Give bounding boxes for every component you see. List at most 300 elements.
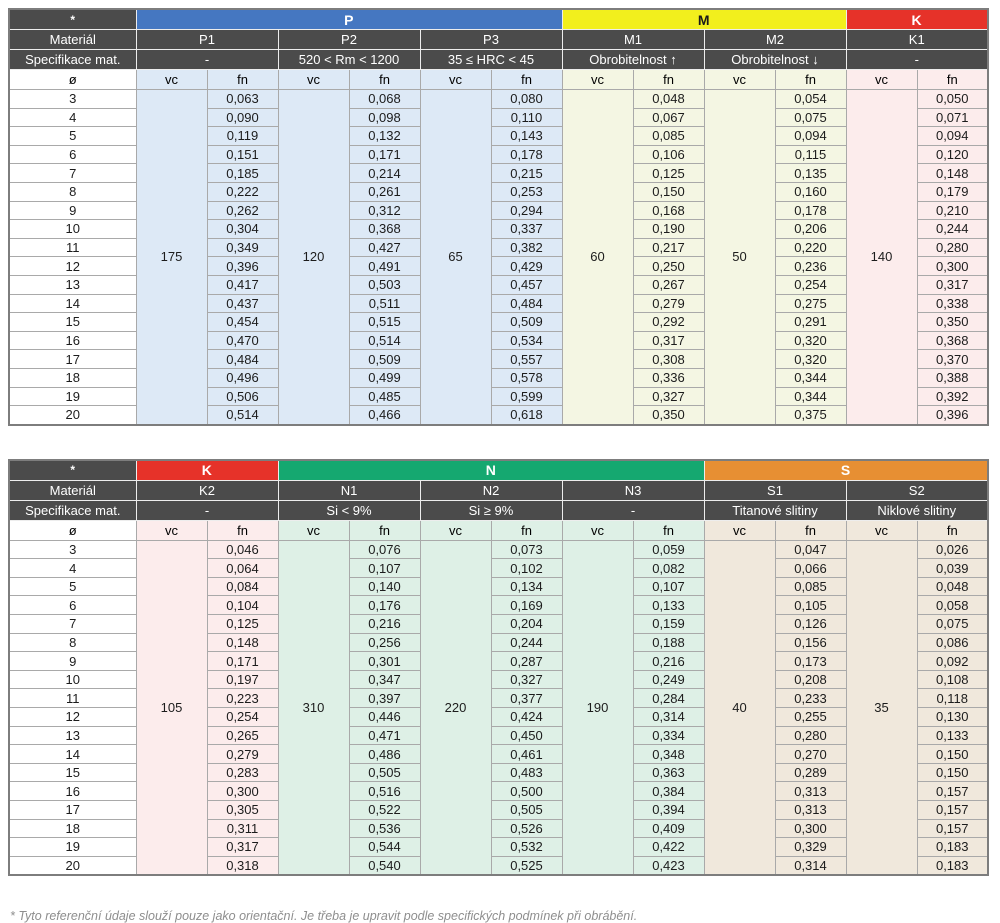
fn-value-M2-16: 0,320 <box>775 331 846 350</box>
material-header-P1: P1 <box>136 30 278 50</box>
fn-value-K1-6: 0,120 <box>917 145 988 164</box>
fn-header-P3: fn <box>491 70 562 90</box>
fn-value-M1-11: 0,217 <box>633 238 704 257</box>
fn-value-N2-13: 0,450 <box>491 726 562 745</box>
material-row-label: Materiál <box>9 480 136 500</box>
vc-header-K1: vc <box>846 70 917 90</box>
fn-value-M1-14: 0,279 <box>633 294 704 313</box>
fn-value-M1-19: 0,327 <box>633 387 704 406</box>
diameter-cell-15: 15 <box>9 763 136 782</box>
fn-value-P1-11: 0,349 <box>207 238 278 257</box>
fn-value-K2-12: 0,254 <box>207 708 278 727</box>
fn-value-M1-17: 0,308 <box>633 350 704 369</box>
fn-value-P2-16: 0,514 <box>349 331 420 350</box>
fn-value-S2-20: 0,183 <box>917 856 988 875</box>
fn-value-M1-10: 0,190 <box>633 220 704 239</box>
star-header: * <box>9 460 136 481</box>
spec-S2: Niklové slitiny <box>846 500 988 520</box>
vc-value-S1: 40 <box>704 540 775 875</box>
fn-value-M2-15: 0,291 <box>775 313 846 332</box>
fn-value-S1-9: 0,173 <box>775 652 846 671</box>
fn-value-N1-3: 0,076 <box>349 540 420 559</box>
fn-value-N3-15: 0,363 <box>633 763 704 782</box>
fn-value-P3-10: 0,337 <box>491 220 562 239</box>
fn-value-K2-4: 0,064 <box>207 559 278 578</box>
fn-value-M1-6: 0,106 <box>633 145 704 164</box>
fn-value-K1-8: 0,179 <box>917 182 988 201</box>
fn-value-P1-17: 0,484 <box>207 350 278 369</box>
fn-value-P1-3: 0,063 <box>207 90 278 109</box>
vc-header-N2: vc <box>420 520 491 540</box>
fn-value-N2-7: 0,204 <box>491 615 562 634</box>
fn-value-P3-3: 0,080 <box>491 90 562 109</box>
fn-value-M2-14: 0,275 <box>775 294 846 313</box>
fn-value-P2-9: 0,312 <box>349 201 420 220</box>
fn-value-P1-14: 0,437 <box>207 294 278 313</box>
vc-header-K2: vc <box>136 520 207 540</box>
fn-value-K2-6: 0,104 <box>207 596 278 615</box>
fn-value-P2-11: 0,427 <box>349 238 420 257</box>
fn-value-N2-18: 0,526 <box>491 819 562 838</box>
fn-value-K2-10: 0,197 <box>207 670 278 689</box>
diameter-cell-4: 4 <box>9 108 136 127</box>
fn-value-M2-18: 0,344 <box>775 368 846 387</box>
spec-P1: - <box>136 50 278 70</box>
fn-value-S1-17: 0,313 <box>775 801 846 820</box>
fn-value-P1-8: 0,222 <box>207 182 278 201</box>
fn-value-N1-5: 0,140 <box>349 577 420 596</box>
fn-value-S1-10: 0,208 <box>775 670 846 689</box>
fn-value-S1-13: 0,280 <box>775 726 846 745</box>
vc-value-N3: 190 <box>562 540 633 875</box>
fn-value-S1-4: 0,066 <box>775 559 846 578</box>
fn-value-S2-17: 0,157 <box>917 801 988 820</box>
fn-header-S1: fn <box>775 520 846 540</box>
fn-value-N3-4: 0,082 <box>633 559 704 578</box>
vc-value-K2: 105 <box>136 540 207 875</box>
fn-value-N2-5: 0,134 <box>491 577 562 596</box>
fn-value-P3-20: 0,618 <box>491 406 562 425</box>
fn-header-N1: fn <box>349 520 420 540</box>
material-header-N1: N1 <box>278 480 420 500</box>
diameter-cell-4: 4 <box>9 559 136 578</box>
cutting-data-table-pmk <box>8 8 989 426</box>
fn-value-K2-16: 0,300 <box>207 782 278 801</box>
material-header-P3: P3 <box>420 30 562 50</box>
fn-value-S2-3: 0,026 <box>917 540 988 559</box>
material-header-S1: S1 <box>704 480 846 500</box>
group-header-K: K <box>136 460 278 481</box>
fn-value-N2-15: 0,483 <box>491 763 562 782</box>
fn-value-M1-16: 0,317 <box>633 331 704 350</box>
fn-value-S1-20: 0,314 <box>775 856 846 875</box>
table-row <box>9 90 988 109</box>
diameter-cell-9: 9 <box>9 201 136 220</box>
fn-value-M2-13: 0,254 <box>775 275 846 294</box>
fn-value-N2-9: 0,287 <box>491 652 562 671</box>
fn-value-N2-17: 0,505 <box>491 801 562 820</box>
fn-value-P1-13: 0,417 <box>207 275 278 294</box>
fn-value-N3-16: 0,384 <box>633 782 704 801</box>
diameter-cell-13: 13 <box>9 275 136 294</box>
fn-value-K1-18: 0,388 <box>917 368 988 387</box>
group-header-M: M <box>562 9 846 30</box>
fn-value-N3-9: 0,216 <box>633 652 704 671</box>
fn-value-S2-11: 0,118 <box>917 689 988 708</box>
diameter-cell-6: 6 <box>9 596 136 615</box>
spec-K1: - <box>846 50 988 70</box>
diameter-cell-7: 7 <box>9 615 136 634</box>
fn-value-N1-14: 0,486 <box>349 745 420 764</box>
spec-row-label: Specifikace mat. <box>9 500 136 520</box>
fn-value-N1-13: 0,471 <box>349 726 420 745</box>
fn-value-M1-13: 0,267 <box>633 275 704 294</box>
fn-value-P2-18: 0,499 <box>349 368 420 387</box>
fn-value-K1-5: 0,094 <box>917 127 988 146</box>
fn-value-N1-17: 0,522 <box>349 801 420 820</box>
material-header-N2: N2 <box>420 480 562 500</box>
fn-value-N1-12: 0,446 <box>349 708 420 727</box>
vc-value-P2: 120 <box>278 90 349 425</box>
fn-value-P3-11: 0,382 <box>491 238 562 257</box>
fn-value-N2-3: 0,073 <box>491 540 562 559</box>
fn-value-P3-5: 0,143 <box>491 127 562 146</box>
fn-value-P1-4: 0,090 <box>207 108 278 127</box>
diameter-cell-12: 12 <box>9 708 136 727</box>
fn-value-P2-12: 0,491 <box>349 257 420 276</box>
fn-value-P2-7: 0,214 <box>349 164 420 183</box>
fn-value-N2-19: 0,532 <box>491 838 562 857</box>
fn-value-N2-4: 0,102 <box>491 559 562 578</box>
diameter-cell-6: 6 <box>9 145 136 164</box>
fn-value-S1-15: 0,289 <box>775 763 846 782</box>
spec-M2: Obrobitelnost ↓ <box>704 50 846 70</box>
diameter-cell-18: 18 <box>9 819 136 838</box>
spec-N1: Si < 9% <box>278 500 420 520</box>
fn-value-P3-19: 0,599 <box>491 387 562 406</box>
fn-value-N3-12: 0,314 <box>633 708 704 727</box>
fn-header-K2: fn <box>207 520 278 540</box>
diameter-cell-13: 13 <box>9 726 136 745</box>
fn-value-P3-18: 0,578 <box>491 368 562 387</box>
material-header-K2: K2 <box>136 480 278 500</box>
fn-value-K1-3: 0,050 <box>917 90 988 109</box>
fn-value-M1-8: 0,150 <box>633 182 704 201</box>
diameter-header: ø <box>9 520 136 540</box>
diameter-cell-5: 5 <box>9 577 136 596</box>
fn-value-K2-5: 0,084 <box>207 577 278 596</box>
spec-P3: 35 ≤ HRC < 45 <box>420 50 562 70</box>
diameter-cell-14: 14 <box>9 294 136 313</box>
diameter-cell-17: 17 <box>9 350 136 369</box>
vc-header-N1: vc <box>278 520 349 540</box>
fn-value-M1-20: 0,350 <box>633 406 704 425</box>
fn-value-K1-16: 0,368 <box>917 331 988 350</box>
fn-value-K1-14: 0,338 <box>917 294 988 313</box>
fn-value-N3-7: 0,159 <box>633 615 704 634</box>
fn-value-S2-14: 0,150 <box>917 745 988 764</box>
fn-value-N2-8: 0,244 <box>491 633 562 652</box>
fn-value-P1-19: 0,506 <box>207 387 278 406</box>
vc-header-P1: vc <box>136 70 207 90</box>
fn-value-P2-20: 0,466 <box>349 406 420 425</box>
fn-value-P1-5: 0,119 <box>207 127 278 146</box>
material-header-K1: K1 <box>846 30 988 50</box>
fn-header-P2: fn <box>349 70 420 90</box>
fn-value-N1-9: 0,301 <box>349 652 420 671</box>
fn-value-N1-11: 0,397 <box>349 689 420 708</box>
fn-value-P3-8: 0,253 <box>491 182 562 201</box>
diameter-cell-17: 17 <box>9 801 136 820</box>
fn-value-N1-18: 0,536 <box>349 819 420 838</box>
material-header-M1: M1 <box>562 30 704 50</box>
fn-value-K2-3: 0,046 <box>207 540 278 559</box>
fn-value-P3-9: 0,294 <box>491 201 562 220</box>
group-header-K: K <box>846 9 988 30</box>
diameter-cell-9: 9 <box>9 652 136 671</box>
fn-value-P2-5: 0,132 <box>349 127 420 146</box>
diameter-cell-20: 20 <box>9 406 136 425</box>
diameter-cell-3: 3 <box>9 540 136 559</box>
fn-value-M2-8: 0,160 <box>775 182 846 201</box>
fn-value-S1-11: 0,233 <box>775 689 846 708</box>
fn-value-S1-8: 0,156 <box>775 633 846 652</box>
fn-value-N1-10: 0,347 <box>349 670 420 689</box>
fn-value-N2-20: 0,525 <box>491 856 562 875</box>
fn-value-M1-9: 0,168 <box>633 201 704 220</box>
vc-header-S1: vc <box>704 520 775 540</box>
fn-header-N3: fn <box>633 520 704 540</box>
fn-header-M2: fn <box>775 70 846 90</box>
diameter-cell-12: 12 <box>9 257 136 276</box>
fn-value-S2-7: 0,075 <box>917 615 988 634</box>
fn-value-S2-10: 0,108 <box>917 670 988 689</box>
diameter-cell-16: 16 <box>9 331 136 350</box>
vc-value-M1: 60 <box>562 90 633 425</box>
diameter-header: ø <box>9 70 136 90</box>
fn-value-P3-12: 0,429 <box>491 257 562 276</box>
fn-value-P2-19: 0,485 <box>349 387 420 406</box>
material-row-label: Materiál <box>9 30 136 50</box>
diameter-cell-11: 11 <box>9 238 136 257</box>
fn-value-M2-20: 0,375 <box>775 406 846 425</box>
table-row <box>9 540 988 559</box>
fn-value-K1-10: 0,244 <box>917 220 988 239</box>
fn-value-P3-4: 0,110 <box>491 108 562 127</box>
vc-value-K1: 140 <box>846 90 917 425</box>
fn-value-P3-13: 0,457 <box>491 275 562 294</box>
fn-value-N3-6: 0,133 <box>633 596 704 615</box>
fn-value-M2-3: 0,054 <box>775 90 846 109</box>
fn-value-K2-9: 0,171 <box>207 652 278 671</box>
fn-value-M2-9: 0,178 <box>775 201 846 220</box>
diameter-cell-20: 20 <box>9 856 136 875</box>
diameter-cell-10: 10 <box>9 220 136 239</box>
fn-value-K1-4: 0,071 <box>917 108 988 127</box>
fn-value-K1-19: 0,392 <box>917 387 988 406</box>
fn-value-S2-6: 0,058 <box>917 596 988 615</box>
fn-value-M1-18: 0,336 <box>633 368 704 387</box>
fn-value-S1-14: 0,270 <box>775 745 846 764</box>
fn-value-M1-12: 0,250 <box>633 257 704 276</box>
fn-value-N1-20: 0,540 <box>349 856 420 875</box>
fn-value-N3-8: 0,188 <box>633 633 704 652</box>
fn-value-N1-8: 0,256 <box>349 633 420 652</box>
fn-value-K1-17: 0,370 <box>917 350 988 369</box>
material-header-N3: N3 <box>562 480 704 500</box>
vc-header-N3: vc <box>562 520 633 540</box>
fn-value-S1-12: 0,255 <box>775 708 846 727</box>
fn-value-P1-18: 0,496 <box>207 368 278 387</box>
fn-value-N1-16: 0,516 <box>349 782 420 801</box>
fn-value-S1-3: 0,047 <box>775 540 846 559</box>
fn-value-S1-19: 0,329 <box>775 838 846 857</box>
fn-value-P2-8: 0,261 <box>349 182 420 201</box>
fn-value-P2-6: 0,171 <box>349 145 420 164</box>
fn-value-N3-14: 0,348 <box>633 745 704 764</box>
fn-value-N2-14: 0,461 <box>491 745 562 764</box>
fn-value-S2-12: 0,130 <box>917 708 988 727</box>
fn-value-N2-16: 0,500 <box>491 782 562 801</box>
vc-header-M1: vc <box>562 70 633 90</box>
fn-value-S2-18: 0,157 <box>917 819 988 838</box>
fn-header-K1: fn <box>917 70 988 90</box>
fn-value-S2-9: 0,092 <box>917 652 988 671</box>
fn-value-S1-6: 0,105 <box>775 596 846 615</box>
fn-value-S2-15: 0,150 <box>917 763 988 782</box>
diameter-cell-19: 19 <box>9 838 136 857</box>
fn-value-S2-19: 0,183 <box>917 838 988 857</box>
fn-value-K2-11: 0,223 <box>207 689 278 708</box>
material-header-P2: P2 <box>278 30 420 50</box>
fn-value-N3-18: 0,409 <box>633 819 704 838</box>
fn-value-P3-14: 0,484 <box>491 294 562 313</box>
fn-value-K2-7: 0,125 <box>207 615 278 634</box>
spec-S1: Titanové slitiny <box>704 500 846 520</box>
fn-value-P1-20: 0,514 <box>207 406 278 425</box>
fn-value-N1-15: 0,505 <box>349 763 420 782</box>
diameter-cell-11: 11 <box>9 689 136 708</box>
fn-value-M2-4: 0,075 <box>775 108 846 127</box>
fn-value-M2-6: 0,115 <box>775 145 846 164</box>
diameter-cell-19: 19 <box>9 387 136 406</box>
fn-value-K2-20: 0,318 <box>207 856 278 875</box>
fn-value-M1-4: 0,067 <box>633 108 704 127</box>
footnote: * Tyto referenční údaje slouží pouze jako orientační. Je třeba je upravit podle specifických podmínek při obrábění. <box>10 909 638 923</box>
fn-value-M2-11: 0,220 <box>775 238 846 257</box>
spec-row-label: Specifikace mat. <box>9 50 136 70</box>
fn-value-N1-6: 0,176 <box>349 596 420 615</box>
vc-value-P1: 175 <box>136 90 207 425</box>
fn-value-S1-7: 0,126 <box>775 615 846 634</box>
fn-value-P2-10: 0,368 <box>349 220 420 239</box>
fn-value-P1-6: 0,151 <box>207 145 278 164</box>
fn-value-N2-6: 0,169 <box>491 596 562 615</box>
vc-header-P2: vc <box>278 70 349 90</box>
vc-value-N1: 310 <box>278 540 349 875</box>
vc-header-M2: vc <box>704 70 775 90</box>
fn-value-N2-12: 0,424 <box>491 708 562 727</box>
fn-value-P2-3: 0,068 <box>349 90 420 109</box>
spec-N3: - <box>562 500 704 520</box>
fn-value-P2-14: 0,511 <box>349 294 420 313</box>
fn-value-N3-20: 0,423 <box>633 856 704 875</box>
fn-header-P1: fn <box>207 70 278 90</box>
fn-value-K1-20: 0,396 <box>917 406 988 425</box>
fn-value-N3-13: 0,334 <box>633 726 704 745</box>
diameter-cell-7: 7 <box>9 164 136 183</box>
fn-value-N1-4: 0,107 <box>349 559 420 578</box>
fn-value-M2-17: 0,320 <box>775 350 846 369</box>
fn-value-M2-5: 0,094 <box>775 127 846 146</box>
fn-value-K2-8: 0,148 <box>207 633 278 652</box>
diameter-cell-14: 14 <box>9 745 136 764</box>
group-header-N: N <box>278 460 704 481</box>
fn-value-K1-12: 0,300 <box>917 257 988 276</box>
fn-value-K1-7: 0,148 <box>917 164 988 183</box>
vc-value-N2: 220 <box>420 540 491 875</box>
vc-value-P3: 65 <box>420 90 491 425</box>
fn-value-S2-5: 0,048 <box>917 577 988 596</box>
fn-value-P1-10: 0,304 <box>207 220 278 239</box>
fn-value-N2-10: 0,327 <box>491 670 562 689</box>
group-header-P: P <box>136 9 562 30</box>
tables-container <box>8 8 992 876</box>
fn-value-M1-7: 0,125 <box>633 164 704 183</box>
fn-value-S2-16: 0,157 <box>917 782 988 801</box>
group-header-S: S <box>704 460 988 481</box>
fn-value-M1-15: 0,292 <box>633 313 704 332</box>
fn-value-N3-10: 0,249 <box>633 670 704 689</box>
fn-value-K1-9: 0,210 <box>917 201 988 220</box>
fn-value-M2-10: 0,206 <box>775 220 846 239</box>
fn-value-P3-17: 0,557 <box>491 350 562 369</box>
fn-value-K2-18: 0,311 <box>207 819 278 838</box>
fn-value-P2-4: 0,098 <box>349 108 420 127</box>
vc-header-S2: vc <box>846 520 917 540</box>
fn-header-S2: fn <box>917 520 988 540</box>
fn-value-S1-5: 0,085 <box>775 577 846 596</box>
fn-value-N2-11: 0,377 <box>491 689 562 708</box>
fn-value-S2-4: 0,039 <box>917 559 988 578</box>
fn-value-K2-17: 0,305 <box>207 801 278 820</box>
diameter-cell-8: 8 <box>9 182 136 201</box>
diameter-cell-18: 18 <box>9 368 136 387</box>
spec-K2: - <box>136 500 278 520</box>
fn-value-N3-11: 0,284 <box>633 689 704 708</box>
fn-value-K1-11: 0,280 <box>917 238 988 257</box>
fn-value-N3-3: 0,059 <box>633 540 704 559</box>
fn-value-P3-16: 0,534 <box>491 331 562 350</box>
vc-value-M2: 50 <box>704 90 775 425</box>
fn-header-N2: fn <box>491 520 562 540</box>
fn-value-P1-15: 0,454 <box>207 313 278 332</box>
fn-value-K2-13: 0,265 <box>207 726 278 745</box>
fn-value-M2-12: 0,236 <box>775 257 846 276</box>
fn-value-P1-9: 0,262 <box>207 201 278 220</box>
fn-value-M1-5: 0,085 <box>633 127 704 146</box>
fn-value-P2-17: 0,509 <box>349 350 420 369</box>
spec-N2: Si ≥ 9% <box>420 500 562 520</box>
diameter-cell-10: 10 <box>9 670 136 689</box>
fn-value-S2-8: 0,086 <box>917 633 988 652</box>
fn-value-S2-13: 0,133 <box>917 726 988 745</box>
material-header-S2: S2 <box>846 480 988 500</box>
fn-value-M2-7: 0,135 <box>775 164 846 183</box>
spec-M1: Obrobitelnost ↑ <box>562 50 704 70</box>
fn-value-S1-16: 0,313 <box>775 782 846 801</box>
fn-value-N3-5: 0,107 <box>633 577 704 596</box>
